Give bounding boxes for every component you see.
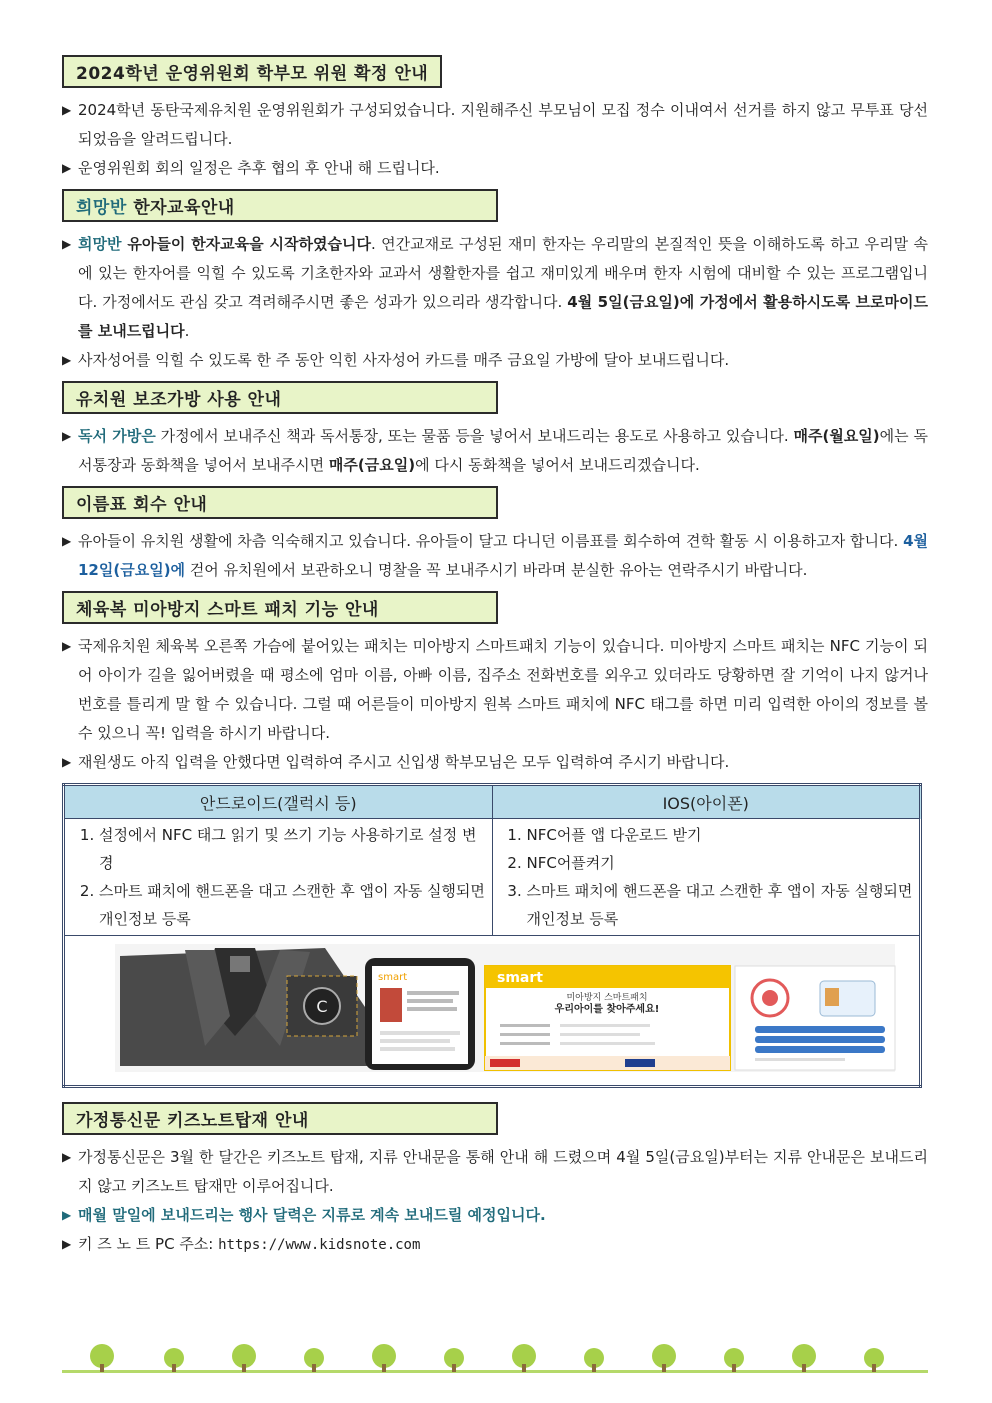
ios-steps (492, 819, 921, 936)
svg-text:미아방지 스마트패치: 미아방지 스마트패치 (566, 993, 648, 1003)
paragraph: ▶ 유아들이 유치원 생활에 차츰 익숙해지고 있습니다. 유아들이 달고 다니던 이름표를 회수하여 견학 활동 시 이용하고자 합니다. 4월 12일(금요일)에 걷어 유치원에서 보관하오니 명찰을 꼭 보내주시기 바라며 분실한 유아는 연락주시기 바랍니다. (62, 527, 928, 585)
smart-patch-illustration (65, 936, 919, 1076)
nfc-setup-table (62, 783, 922, 1088)
paragraph: ▶ 가정통신문은 3월 한 달간은 키즈노트 탑재, 지류 안내문을 통해 안내 해 드렸으며 4월 5일(금요일)부터는 지류 안내문은 보내드리지 않고 키즈노트 탑재만 이루어집니다. (62, 1143, 928, 1201)
bullet-icon: ▶ (62, 534, 72, 548)
svg-text:우리아이를 찾아주세요!: 우리아이를 찾아주세요! (554, 1004, 660, 1015)
section-title: 유치원 보조가방 사용 안내 (62, 381, 498, 414)
list-item: 2. NFC어플켜기 (527, 849, 914, 877)
section-title: 이름표 회수 안내 (62, 486, 498, 519)
bullet-icon: ▶ (62, 237, 72, 251)
bullet-icon: ▶ (62, 161, 72, 175)
section-nametag (62, 486, 928, 585)
paragraph: ▶ 재원생도 아직 입력을 안했다면 입력하여 주시고 신입생 학부모님은 모두 입력하여 주시기 바랍니다. (62, 748, 928, 777)
paragraph: ▶ 키 즈 노 트 PC 주소: https://www.kidsnote.com (62, 1230, 928, 1260)
bullet-icon: ▶ (62, 353, 72, 367)
section-bag (62, 381, 928, 480)
paragraph: ▶ 국제유치원 체육복 오른쪽 가슴에 붙어있는 패치는 미아방지 스마트패치 기능이 있습니다. 미아방지 스마트 패치는 NFC 기능이 되어 아이가 길을 잃어버렸을 때 평소에 엄마 이름, 아빠 이름, 집주소 전화번호를 외우고 있더라도 당황하면 잘 기억이 나지 않거나 번호를 틀리게 말 할 수 있습니다. 그럴 때 어른들이 미아방지 원복 스마트 패치에 NFC 태그를 하면 미리 입력한 아이의 정보를 볼 수 있으니 꼭! 입력을 하시기 바랍니다. (62, 632, 928, 748)
section-patch (62, 591, 928, 1088)
list-item: 1. 설정에서 NFC 태그 읽기 및 쓰기 기능 사용하기로 설정 변경 (99, 821, 486, 877)
section-title: 2024학년 운영위원회 학부모 위원 확정 안내 (62, 55, 442, 88)
tree-border-decoration (62, 1340, 928, 1376)
bullet-icon: ▶ (62, 1208, 72, 1222)
paragraph: ▶ 희망반 유아들이 한자교육을 시작하였습니다. 연간교재로 구성된 재미 한자는 우리말의 본질적인 뜻을 이해하도록 하고 우리말 속에 있는 한자어를 익힐 수 있도록 기초한자와 교과서 생활한자를 쉽고 재미있게 배우며 한자 시험에 대비할 수 있는 프로그램입니다. 가정에서도 관심 갖고 격려해주시면 좋은 성과가 있으리라 생각합니다. 4월 5일(금요일)에 가정에서 활용하시도록 브로마이드를 보내드립니다. (62, 230, 928, 346)
kidsnote-link[interactable]: https://www.kidsnote.com (218, 1237, 421, 1253)
list-item: 3. 스마트 패치에 핸드폰을 대고 스캔한 후 앱이 자동 실행되면 개인정보 등록 (527, 877, 914, 933)
bullet-icon: ▶ (62, 639, 72, 653)
section-title: 희망반 한자교육안내 (62, 189, 498, 222)
section-kidsnote (62, 1102, 928, 1260)
paragraph: ▶ 운영위원회 회의 일정은 추후 협의 후 안내 해 드립니다. (62, 154, 928, 183)
smart-patch-image (64, 936, 921, 1087)
paragraph: ▶ 사자성어를 익힐 수 있도록 한 주 동안 익힌 사자성어 카드를 매주 금요일 가방에 달아 보내드립니다. (62, 346, 928, 375)
bullet-icon: ▶ (62, 1237, 72, 1251)
table-header: IOS(아이폰) (492, 785, 921, 819)
paragraph: ▶ 매월 말일에 보내드리는 행사 달력은 지류로 계속 보내드릴 예정입니다. (62, 1201, 928, 1230)
list-item: 2. 스마트 패치에 핸드폰을 대고 스캔한 후 앱이 자동 실행되면 개인정보 등록 (99, 877, 486, 933)
newsletter-page (62, 55, 928, 1266)
bullet-icon: ▶ (62, 755, 72, 769)
paragraph: ▶ 독서 가방은 가정에서 보내주신 책과 독서통장, 또는 물품 등을 넣어서 보내드리는 용도로 사용하고 있습니다. 매주(월요일)에는 독서통장과 동화책을 넣어서 보내주시면 매주(금요일)에 다시 동화책을 넣어서 보내드리겠습니다. (62, 422, 928, 480)
paragraph: ▶ 2024학년 동탄국제유치원 운영위원회가 구성되었습니다. 지원해주신 부모님이 모집 정수 이내여서 선거를 하지 않고 무투표 당선되었음을 알려드립니다. (62, 96, 928, 154)
bullet-icon: ▶ (62, 103, 72, 117)
section-title: 가정통신문 키즈노트탑재 안내 (62, 1102, 498, 1135)
svg-text:smart: smart (497, 970, 543, 986)
bullet-icon: ▶ (62, 429, 72, 443)
bullet-icon: ▶ (62, 1150, 72, 1164)
table-header: 안드로이드(갤럭시 등) (64, 785, 493, 819)
section-committee (62, 55, 928, 183)
list-item: 1. NFC어플 앱 다운로드 받기 (527, 821, 914, 849)
section-hanja (62, 189, 928, 375)
svg-text:C: C (316, 997, 328, 1016)
svg-text:smart: smart (378, 972, 408, 983)
section-title: 체육복 미아방지 스마트 패치 기능 안내 (62, 591, 498, 624)
android-steps (64, 819, 493, 936)
